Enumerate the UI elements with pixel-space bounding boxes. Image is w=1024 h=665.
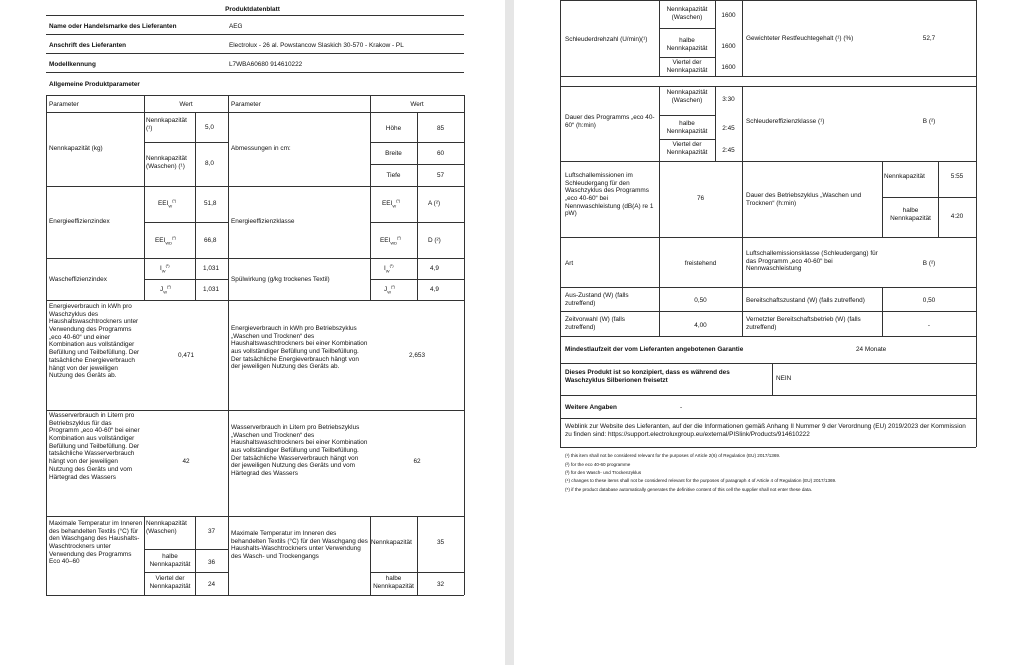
spin-speed-label: Schleuderdrehzahl (U/min)(¹) — [565, 36, 648, 43]
spin-quarter-value: 1600 — [721, 64, 736, 71]
energy-class-label: Energieeffizienzklasse — [231, 218, 295, 225]
noise-class-value: B (²) — [922, 260, 936, 267]
col-value: Wert — [179, 101, 193, 108]
water-wash-value: 42 — [182, 458, 190, 465]
temp-r-half-label: halbe Nennkapazität — [373, 575, 414, 590]
capacity-wash-label: Nennkapazität (¹) — [146, 117, 187, 132]
temp-r-full-value: 35 — [436, 539, 445, 546]
energy-class-wd: D (²) — [428, 237, 441, 244]
duration-quarter-label: Viertel der Nennkapazität — [666, 141, 708, 156]
eei-wd-value: 66,8 — [204, 237, 217, 244]
energy-wash-value: 0,471 — [178, 352, 194, 359]
footnote-3: (³) für den Wasch- und Trockenzyklus — [565, 470, 642, 475]
cycle-half-label: halbe Nennkapazität — [890, 207, 931, 222]
col-parameter: Parameter — [49, 101, 79, 108]
depth-label: Tiefe — [386, 172, 401, 179]
type-label: Art — [565, 260, 574, 267]
noise-class-label: Luftschallemissionsklasse (Schleudergang) für das Programm „eco 40-60“ bei Nennwaschleistung — [746, 250, 878, 273]
height-label: Höhe — [385, 125, 402, 132]
footnote-4: (⁴) changes to these items shall not be considered relevant for the purposes of paragraph 4 of Article 4 of Regulation (EU) 2017/1369. — [565, 478, 837, 483]
rinsing-label: Spülwirkung (g/kg trockenes Textil) — [231, 276, 330, 283]
datasheet-page-1 — [0, 0, 505, 665]
iw-value: 1,031 — [203, 265, 219, 272]
noise-label: Luftschallemissionen im Schleudergang für den Waschzyklus des Programms „eco 40-60“ bei Nennwaschleistung (dB(A) re 1 pW) — [565, 172, 654, 218]
jw-value: 1,031 — [203, 286, 219, 293]
supplier-name: AEG — [229, 23, 243, 30]
guarantee-value: 24 Monate — [856, 346, 887, 353]
iw-label: $I_W^{(^1)}$ — [160, 262, 170, 274]
supplier-address-label: Anschrift des Lieferanten — [49, 42, 127, 49]
model-label: Modellkennung — [49, 61, 96, 68]
height-value: 85 — [436, 125, 445, 132]
duration-half-value: 2:45 — [722, 125, 735, 132]
spin-class-value: B (²) — [922, 118, 936, 125]
temp-washdry-label: Maximale Temperatur im Inneren des behandelten Textils (°C) für den Waschgang des Haushalts-Waschtrockners unter Verwendung des Wasch- und Trockengangs — [231, 530, 368, 561]
general-params-heading: Allgemeine Produktparameter — [49, 81, 140, 88]
noise-value: 76 — [696, 195, 705, 202]
energy-washdry-label: Energieverbrauch in kWh pro Betriebszyklus „Waschen und Trocknen“ des Haushaltswaschtrockners bei einer Kombination aus vollständiger Befüllung und Teilbefüllung. Der tatsächliche Energieverbrauch hängt von der jeweiligen Nutzung des Geräts ab. — [231, 325, 368, 371]
temp-full-value: 37 — [207, 528, 216, 535]
temp-full-label: Nennkapazität (Waschen) — [146, 520, 187, 535]
iw2-label: $I_W^{(^1)}$ — [384, 262, 394, 274]
standby-label: Bereitschaftszustand (W) (falls zutreffend) — [746, 297, 865, 304]
model-id: L7WBA60680 914610222 — [229, 61, 303, 68]
spin-half-label: halbe Nennkapazität — [666, 37, 708, 52]
jw2-label: $J_W^{(^2)}$ — [384, 283, 395, 295]
eei-wd-label: $EEI_{WD}^{(^2)}$ — [155, 234, 176, 246]
cycle-full-label: Nennkapazität — [884, 173, 925, 180]
cycle-full-value: 5:55 — [950, 173, 964, 180]
temp-r-full-label: Nennkapazität — [371, 539, 412, 546]
silver-ions-value: NEIN — [776, 375, 792, 382]
datasheet-page-2 — [514, 0, 1024, 665]
col-parameter-right: Parameter — [231, 101, 261, 108]
eei-label: Energieeffizienzindex — [49, 218, 110, 225]
capacity-wash-value: 5,0 — [205, 124, 214, 131]
washing-index-label: Wascheffizienzindex — [49, 276, 107, 283]
jw2-value: 4,9 — [430, 286, 439, 293]
eei-w-label: $EEI_W^{(^1)}$ — [158, 197, 177, 209]
eei-w-value: 51,8 — [204, 200, 217, 207]
delay-start-value: 4,00 — [694, 322, 707, 329]
water-washdry-label: Wasserverbrauch in Litern pro Betriebszyklus „Waschen und Trocknen“ des Haushaltswaschtrockners bei einer Kombination aus vollständiger Befüllung und Teilbefüllung. Der tatsächliche Wasserverbrauch hängt von der jeweiligen Nutzung des Geräts und vom Härtegrad des Wassers — [231, 424, 368, 478]
energy-class-w: A (²) — [428, 200, 441, 207]
further-info-label: Weitere Angaben — [565, 404, 617, 411]
iw2-value: 4,9 — [430, 265, 439, 272]
networked-standby-value: - — [927, 322, 931, 329]
off-mode-label: Aus-Zustand (W) (falls zutreffend) — [565, 292, 629, 307]
spin-class-label: Schleudereffizienzklasse (¹) — [746, 118, 825, 125]
dimensions-label: Abmessungen in cm: — [231, 145, 291, 152]
water-washdry-value: 62 — [413, 458, 421, 465]
temp-r-half-value: 32 — [436, 581, 445, 588]
guarantee-label: Mindestlaufzeit der vom Lieferanten angebotenen Garantie — [565, 346, 744, 353]
supplier-weblink[interactable]: Weblink zur Website des Lieferanten, auf der die Informationen gemäß Anhang II Nummer 9 der Verordnung (EU) 2019/2023 der Kommission zu finden sind: https://support.electroluxgroup.eu/external/PISlink/Products/914610222 — [565, 423, 966, 438]
duration-full-value: 3:30 — [722, 96, 735, 103]
temp-half-label: halbe Nennkapazität — [149, 553, 191, 568]
depth-value: 57 — [436, 172, 445, 179]
spin-full-value: 1600 — [721, 12, 736, 19]
supplier-address: Electrolux - 26 al. Powstancow Slaskich 30-570 - Krakow - PL — [229, 42, 404, 49]
capacity-washdry-value: 8,0 — [205, 160, 214, 167]
sheet-title: Produktdatenblatt — [225, 6, 280, 13]
supplier-name-label: Name oder Handelsmarke des Lieferanten — [49, 23, 177, 30]
silver-ions-label: Dieses Produkt ist so konzipiert, dass es während des Waschzyklus Silberionen freisetzt — [565, 369, 730, 384]
temp-quarter-value: 24 — [207, 581, 216, 588]
spin-quarter-label: Viertel der Nennkapazität — [666, 59, 708, 74]
duration-label: Dauer des Programms „eco 40-60“ (h:min) — [565, 114, 655, 129]
temp-half-value: 36 — [207, 559, 216, 566]
networked-standby-label: Vernetzter Bereitschaftsbetrieb (W) (falls zutreffend) — [746, 316, 861, 331]
col-value-right: Wert — [410, 101, 424, 108]
moisture-value: 52,7 — [922, 35, 936, 42]
energy-washdry-value: 2,653 — [409, 352, 425, 359]
width-value: 60 — [436, 150, 445, 157]
energy-wash-label: Energieverbrauch in kWh pro Waschzyklus des Haushaltswaschtrockners unter Verwendung des Programms „eco 40-60“ und einer Kombination aus vollständiger Befüllung und Teilbefüllung. Der tatsächliche Energieverbrauch hängt von der jeweiligen Nutzung des Geräts ab. — [49, 303, 140, 380]
delay-start-label: Zeitvorwahl (W) (falls zutreffend) — [565, 316, 626, 331]
spin-half-value: 1600 — [721, 43, 736, 50]
jw-label: $J_W^{(^2)}$ — [160, 283, 171, 295]
capacity-washdry-label: Nennkapazität (Waschen) (¹) — [146, 155, 187, 170]
eei-wd-class-label: $EEI_{WD}^{(^2)}$ — [380, 234, 401, 246]
off-mode-value: 0,50 — [694, 297, 707, 304]
standby-value: 0,50 — [922, 297, 936, 304]
rated-capacity-label: Nennkapazität (kg) — [49, 145, 103, 152]
temp-quarter-label: Viertel der Nennkapazität — [149, 575, 191, 590]
duration-half-label: halbe Nennkapazität — [666, 120, 708, 135]
temp-wash-label: Maximale Temperatur im Inneren des behandelten Textils (°C) für den Waschgang des Haushalts-Waschtrockners unter Verwendung des Programms Eco 40–60 — [49, 520, 143, 566]
cycle-duration-label: Dauer des Betriebszyklus „Waschen und Trocknen“ (h:min) — [746, 192, 862, 207]
type-value: freistehend — [684, 260, 717, 267]
water-wash-label: Wasserverbrauch in Litern pro Betriebszyklus für das Programm „eco 40-60“ bei einer Kombination aus vollständiger Befüllung und Teilbefüllung. Der tatsächliche Wasserverbrauch hängt von der jeweiligen Nutzung des Geräts und vom Härtegrad des Wassers — [49, 412, 140, 481]
duration-quarter-value: 2:45 — [722, 147, 735, 154]
further-info-value: - — [680, 404, 683, 411]
footnote-5: (⁵) if the product database automatically generates the definitive content of this cell the supplier shall not enter these data. — [565, 487, 813, 492]
eei-w-class-label: $EEI_W^{(^1)}$ — [382, 197, 401, 209]
footnote-2: (²) for the eco 40-60 programme — [565, 462, 631, 467]
width-label: Breite — [385, 150, 402, 157]
spin-full-label: Nennkapazität (Waschen) — [666, 6, 708, 21]
cycle-half-value: 4:20 — [950, 213, 964, 220]
moisture-label: Gewichteter Restfeuchtegehalt (¹) (%) — [746, 35, 854, 42]
footnote-1: (¹) this item shall not be considered relevant for the purposes of Article 2(6) of Regulation (EU) 2017/1369. — [565, 453, 781, 458]
duration-full-label: Nennkapazität (Waschen) — [666, 89, 708, 104]
